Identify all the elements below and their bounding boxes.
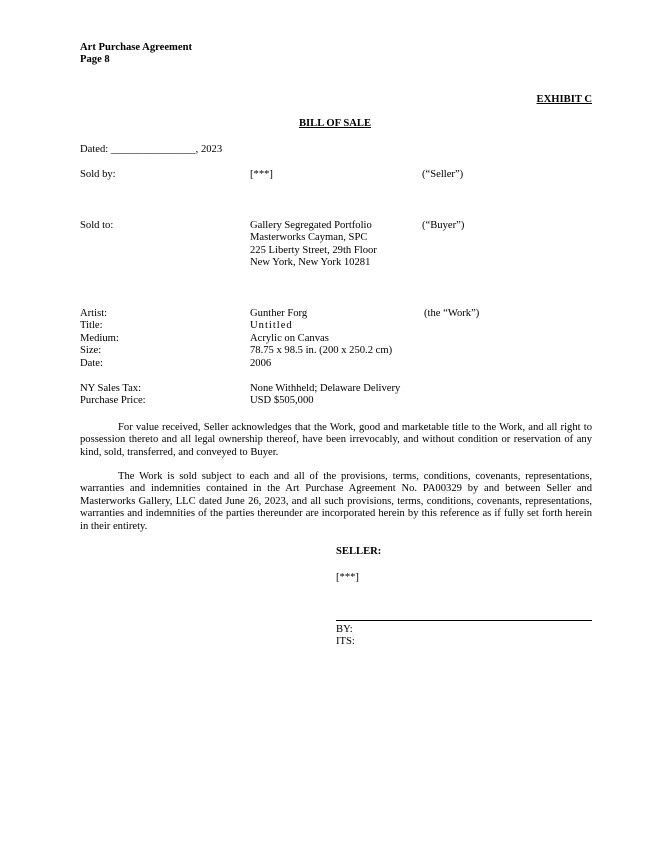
date-value: 2006: [250, 358, 272, 369]
seller-heading: SELLER:: [336, 546, 382, 557]
tax-value: None Withheld; Delaware Delivery: [250, 383, 401, 394]
size-value: 78.75 x 98.5 in. (200 x 250.2 cm): [250, 345, 393, 356]
dated-line: [80, 144, 222, 156]
price-label: Purchase Price:: [80, 395, 146, 406]
sold-to-line: Masterworks Cayman, SPC: [250, 232, 368, 243]
dated-blank: ________________: [110, 144, 196, 155]
sold-by-label: Sold by:: [80, 169, 116, 180]
header-title: Art Purchase Agreement: [80, 42, 192, 53]
header-page-number: Page 8: [80, 54, 110, 65]
work-role: (the “Work”): [424, 308, 480, 319]
date-label: Date:: [80, 358, 103, 369]
title-label: Title:: [80, 320, 103, 331]
artist-label: Artist:: [80, 308, 108, 319]
signature-line: [336, 620, 592, 621]
medium-value: Acrylic on Canvas: [250, 333, 329, 344]
document-title: BILL OF SALE: [298, 118, 372, 129]
subject-to-paragraph: The Work is sold subject to each and all of the provisions, terms, conditions, covenants, representations, warranties and indemnities contained in the Art Purchase Agreement No. PA00329 by and between Seller and Masterworks Gallery, LLC dated June 26, 2023, and all such provisions, terms, conditions, covenants, representations, warranties and indemnities of the parties thereunder are incorporated herein by this reference as if fully set forth herein in their entirety.: [80, 471, 592, 532]
sold-to-line: 225 Liberty Street, 29th Floor: [250, 245, 377, 256]
artist-value: Gunther Forg: [250, 308, 308, 319]
title-value: Untitled: [250, 320, 293, 331]
medium-label: Medium:: [80, 333, 119, 344]
price-value: USD $505,000: [250, 395, 314, 406]
sold-to-line: New York, New York 10281: [250, 257, 371, 268]
seller-name: [***]: [336, 572, 359, 583]
buyer-role: (“Buyer”): [422, 220, 465, 231]
tax-label: NY Sales Tax:: [80, 383, 142, 394]
size-label: Size:: [80, 345, 102, 356]
exhibit-label: EXHIBIT C: [536, 94, 592, 105]
dated-year: , 2023: [195, 144, 223, 155]
dated-label: Dated:: [80, 144, 109, 155]
sold-to-label: Sold to:: [80, 220, 114, 231]
sold-by-value: [***]: [250, 169, 273, 180]
by-label: BY:: [336, 624, 353, 635]
sold-to-line: Gallery Segregated Portfolio: [250, 220, 372, 231]
seller-role: (“Seller”): [422, 169, 464, 180]
its-label: ITS:: [336, 636, 355, 647]
consideration-paragraph: For value received, Seller acknowledges that the Work, good and marketable title to the Work, and all right to possession thereto and all legal ownership thereof, have been irrevocably, and without condition or reservation of any kind, sold, transferred, and conveyed to Buyer.: [80, 422, 592, 458]
